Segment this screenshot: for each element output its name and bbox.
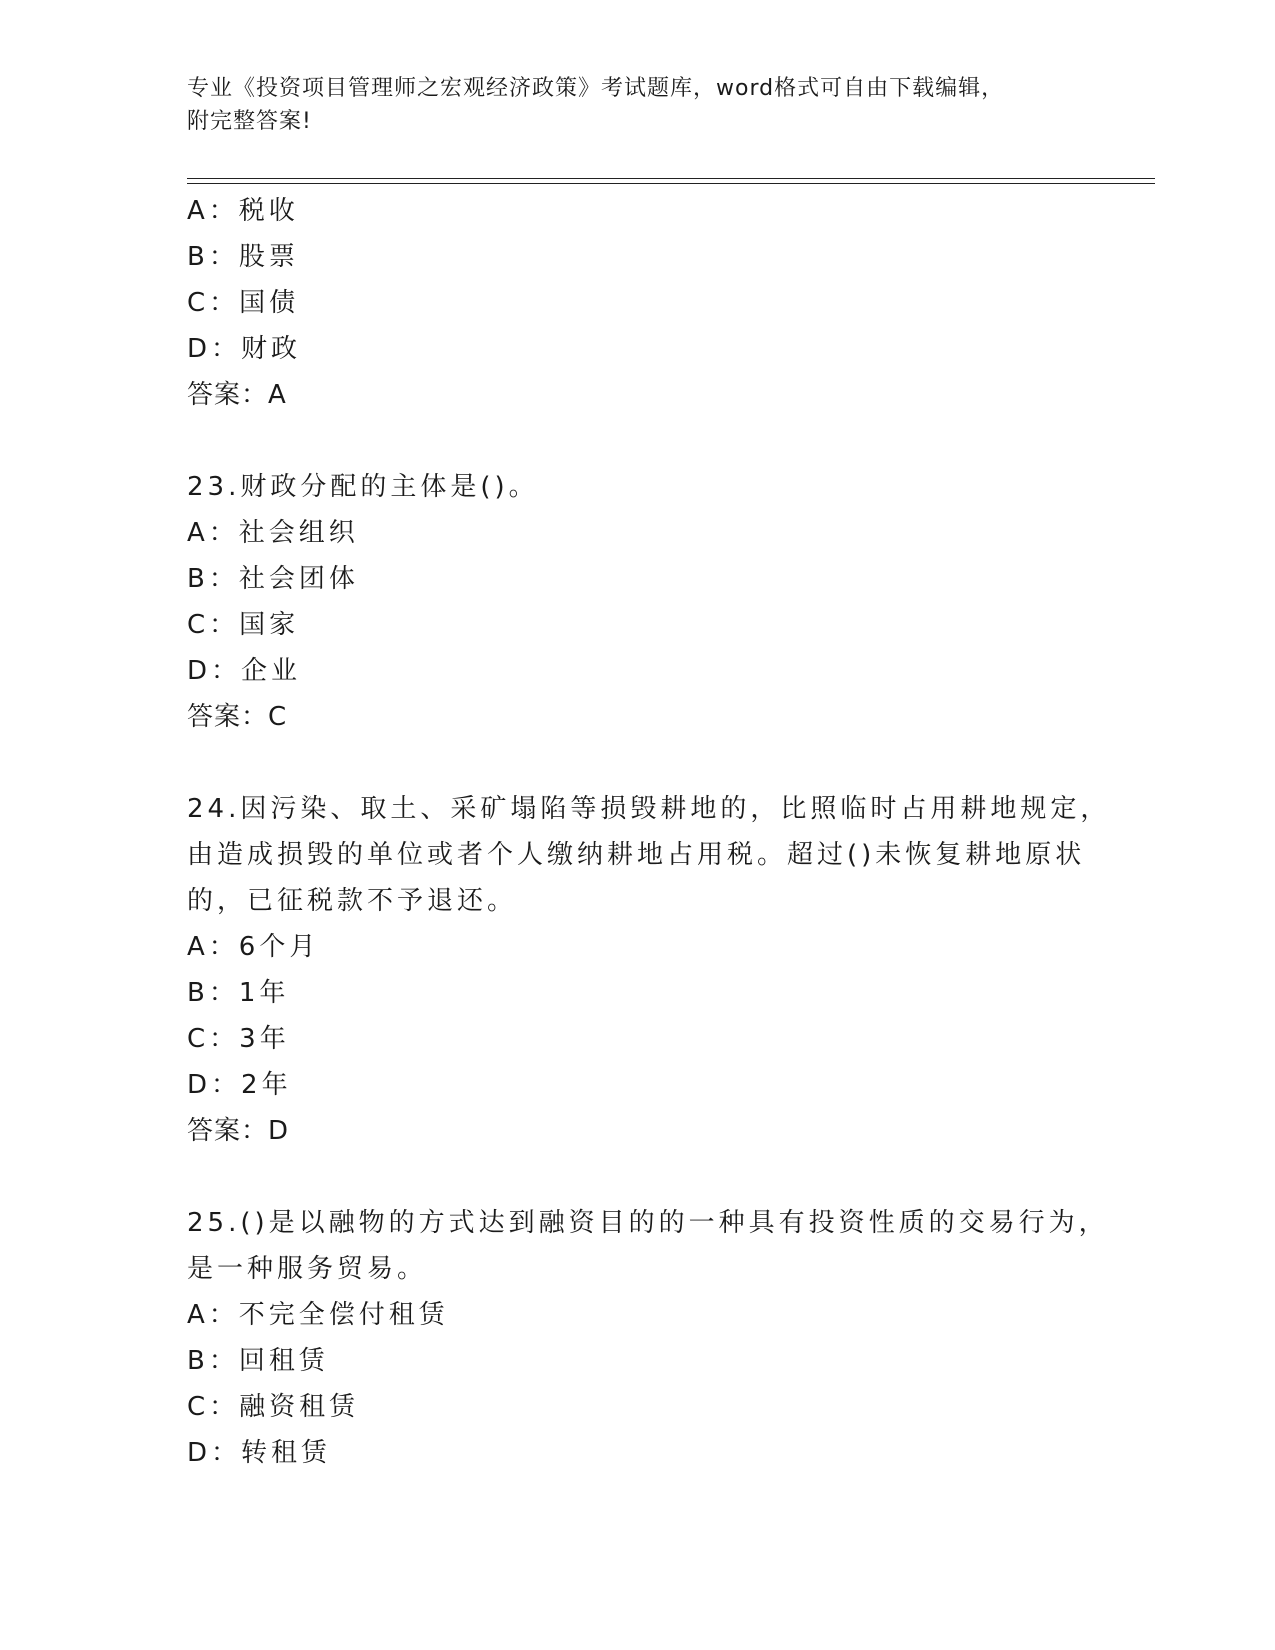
option-c: C：国家 [187,610,300,640]
option-b: B：社会团体 [187,564,359,594]
option-a: A：社会组织 [187,518,359,548]
option-c: C：国债 [187,288,300,318]
option-b: B：股票 [187,242,299,272]
option-d: D：财政 [187,334,302,364]
header-divider-top [187,178,1155,179]
header-divider-bottom [187,183,1155,184]
question-stem-line-2: 由造成损毁的单位或者个人缴纳耕地占用税。超过()未恢复耕地原状 [187,840,1086,870]
option-a: A：税收 [187,196,299,226]
option-a: A：不完全偿付租赁 [187,1300,449,1330]
option-c: C：3年 [187,1024,290,1054]
option-c: C：融资租赁 [187,1392,360,1422]
question-stem-line-1: 24.因污染、取土、采矿塌陷等损毁耕地的，比照临时占用耕地规定， [187,794,1111,824]
option-b: B：回租赁 [187,1346,329,1376]
question-stem-line-3: 的，已征税款不予退还。 [187,886,518,916]
header-line-1: 专业《投资项目管理师之宏观经济政策》考试题库，word格式可自由下载编辑， [187,76,1005,101]
question-list [187,188,1111,1476]
answer-key: 答案：C [187,702,288,732]
question-22 [187,188,1067,418]
answer-key: 答案：D [187,1116,290,1146]
question-stem: 23.财政分配的主体是()。 [187,472,539,502]
question-stem-line-2: 是一种服务贸易。 [187,1254,428,1284]
question-stem-line-1: 25.()是以融物的方式达到融资目的的一种具有投资性质的交易行为， [187,1208,1109,1238]
question-25 [187,1200,1109,1476]
option-d: D：转租赁 [187,1438,332,1468]
option-d: D：企业 [187,656,302,686]
option-b: B：1年 [187,978,290,1008]
document-header [187,72,1087,138]
question-24 [187,786,1111,1154]
answer-key: 答案：A [187,380,287,410]
question-23 [187,464,1067,740]
option-a: A：6个月 [187,932,320,962]
header-line-2: 附完整答案! [187,109,312,134]
option-d: D：2年 [187,1070,292,1100]
